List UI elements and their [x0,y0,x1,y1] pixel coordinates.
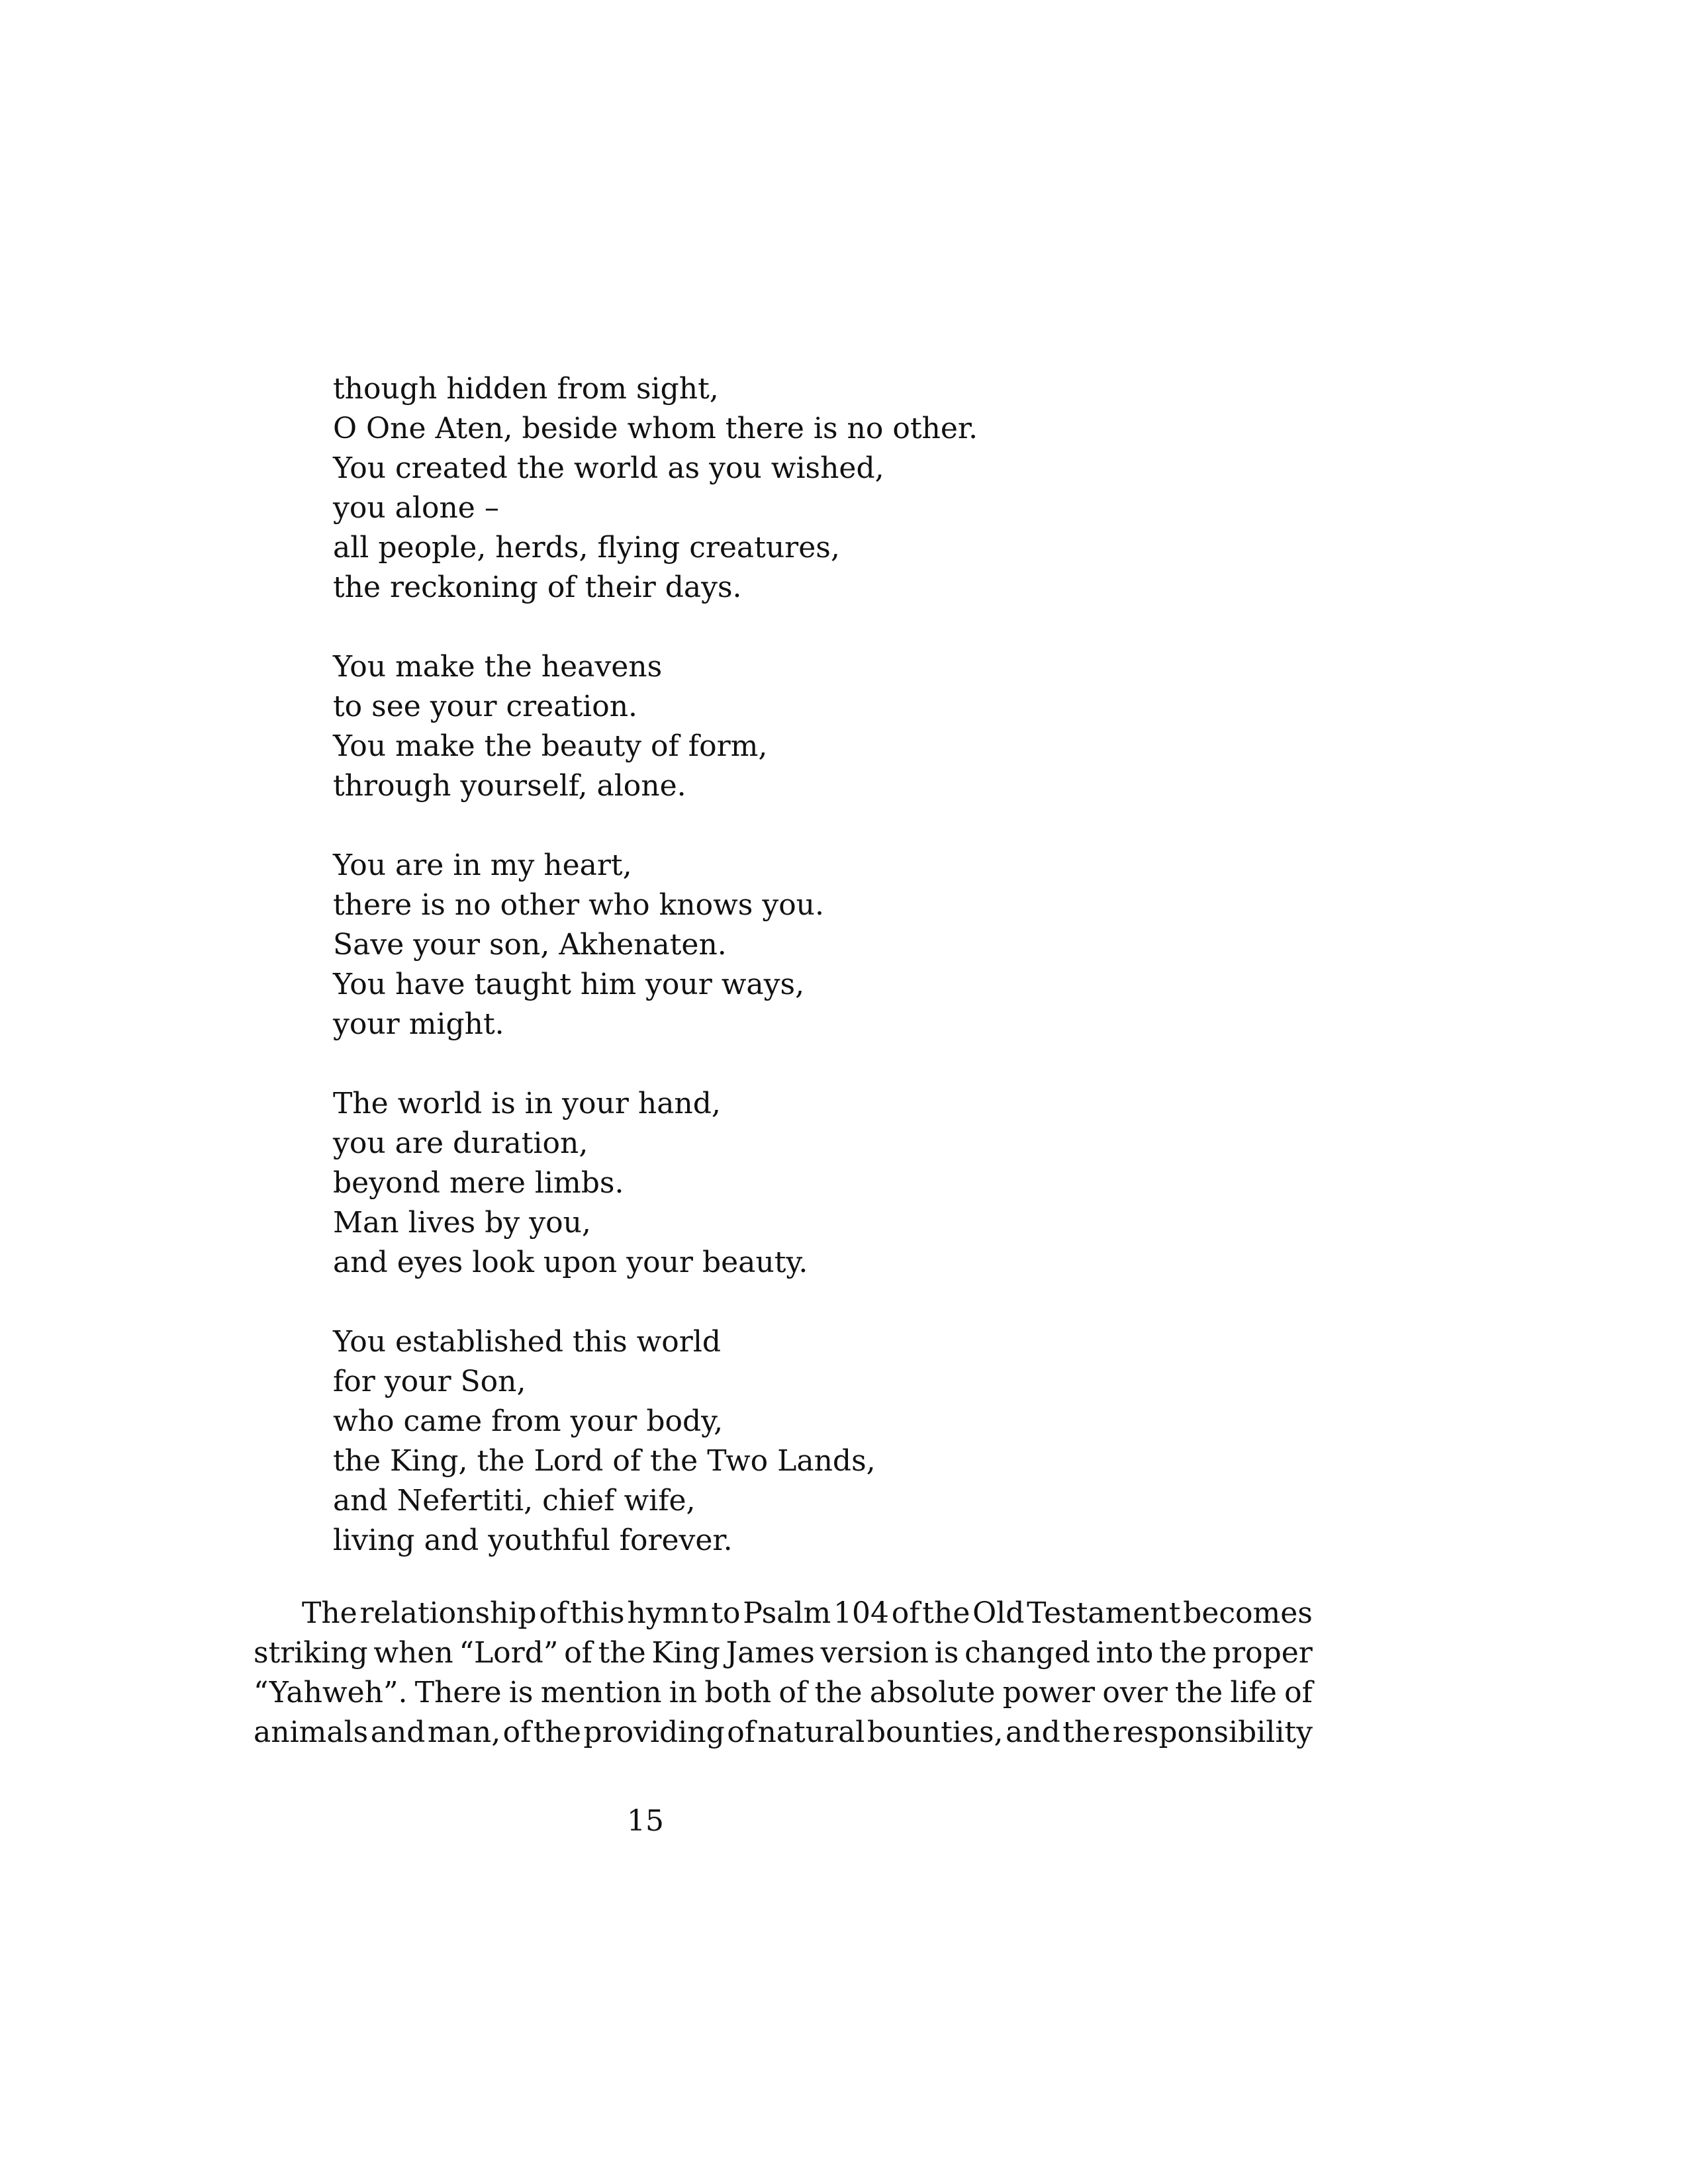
word: The [302,1596,357,1630]
word: this [569,1596,625,1630]
word: Old [972,1596,1025,1630]
word: to [711,1596,741,1630]
poem-stanza-3 [333,846,1392,1044]
word: of [778,1676,808,1709]
word: the [598,1636,646,1670]
word: King [651,1636,720,1670]
paragraph-line [254,1594,1313,1633]
word: hymn [627,1596,709,1630]
word: 104 [833,1596,890,1630]
word: responsibility [1112,1715,1313,1749]
word: is [508,1676,534,1709]
poem-line: and eyes look upon your beauty. [333,1246,808,1279]
paragraph-line [254,1713,1313,1752]
word: proper [1212,1636,1313,1670]
poem-line: You make the heavens [333,650,663,684]
word: the [922,1596,970,1630]
word: bounties, [867,1715,1004,1749]
paragraph-line [254,1633,1313,1673]
poem-line: Man lives by you, [333,1206,591,1240]
poem-line: your might. [333,1007,504,1041]
word: and [1006,1715,1060,1749]
poem-line: beyond mere limbs. [333,1166,624,1200]
paragraph-line [254,1673,1313,1713]
word: absolute [869,1676,996,1709]
word: the [1175,1676,1223,1709]
poem-line: the reckoning of their days. [333,570,742,604]
word: changed [964,1636,1091,1670]
word: the [1159,1636,1207,1670]
word: life [1230,1676,1277,1709]
word: of [727,1715,755,1749]
word: of [1284,1676,1313,1709]
word: mention [540,1676,662,1709]
poem-stanza-2 [333,647,1392,806]
poem-line: You have taught him your ways, [333,968,805,1001]
word: the [533,1715,581,1749]
word: and [370,1715,426,1749]
word: both [704,1676,772,1709]
poem-line: You make the beauty of form, [333,729,768,763]
word: striking [254,1636,368,1670]
poem-line: to see your creation. [333,690,638,723]
word: over [1102,1676,1168,1709]
word: relationship [359,1596,537,1630]
word: of [502,1715,532,1749]
poem-line: and Nefertiti, chief wife, [333,1484,696,1518]
word: James [726,1636,815,1670]
poem-line: you are duration, [333,1126,588,1160]
hymn-poem [333,369,1392,1600]
word: natural [757,1715,865,1749]
word: of [539,1596,568,1630]
word: is [934,1636,959,1670]
poem-line: all people, herds, flying creatures, [333,531,840,565]
word: the [1062,1715,1111,1749]
word: “Yahweh”. [254,1676,408,1709]
word: of [564,1636,592,1670]
poem-line: for your Son, [333,1365,526,1398]
word: becomes [1183,1596,1313,1630]
poem-line: you alone – [333,491,499,525]
word: Testament [1027,1596,1181,1630]
poem-line: there is no other who knows you. [333,888,825,922]
poem-line: though hidden from sight, [333,372,719,406]
poem-line: The world is in your hand, [333,1087,721,1120]
word: animals [254,1715,369,1749]
body-paragraph [254,1594,1313,1752]
poem-line: through yourself, alone. [333,769,686,803]
word: in [669,1676,698,1709]
poem-line: You created the world as you wished, [333,451,884,485]
word: There [414,1676,502,1709]
word: Psalm [743,1596,831,1630]
poem-line: You are in my heart, [333,848,632,882]
word: the [814,1676,863,1709]
word: version [820,1636,929,1670]
word: power [1002,1676,1096,1709]
poem-line: O One Aten, beside whom there is no other. [333,412,978,445]
page-number [0,1801,1291,1841]
poem-stanza-1 [333,369,1392,608]
word: providing [583,1715,725,1749]
word: man, [427,1715,501,1749]
word: into [1096,1636,1154,1670]
poem-stanza-5 [333,1322,1392,1561]
poem-line: You established this world [333,1325,722,1359]
page-number-text: 15 [627,1804,664,1838]
word: “Lord” [459,1636,559,1670]
poem-line: who came from your body, [333,1404,724,1438]
poem-line: Save your son, Akhenaten. [333,928,727,962]
poem-line: living and youthful forever. [333,1524,733,1557]
poem-line: the King, the Lord of the Two Lands, [333,1444,876,1478]
word: when [373,1636,453,1670]
poem-stanza-4 [333,1084,1392,1283]
word: of [891,1596,920,1630]
